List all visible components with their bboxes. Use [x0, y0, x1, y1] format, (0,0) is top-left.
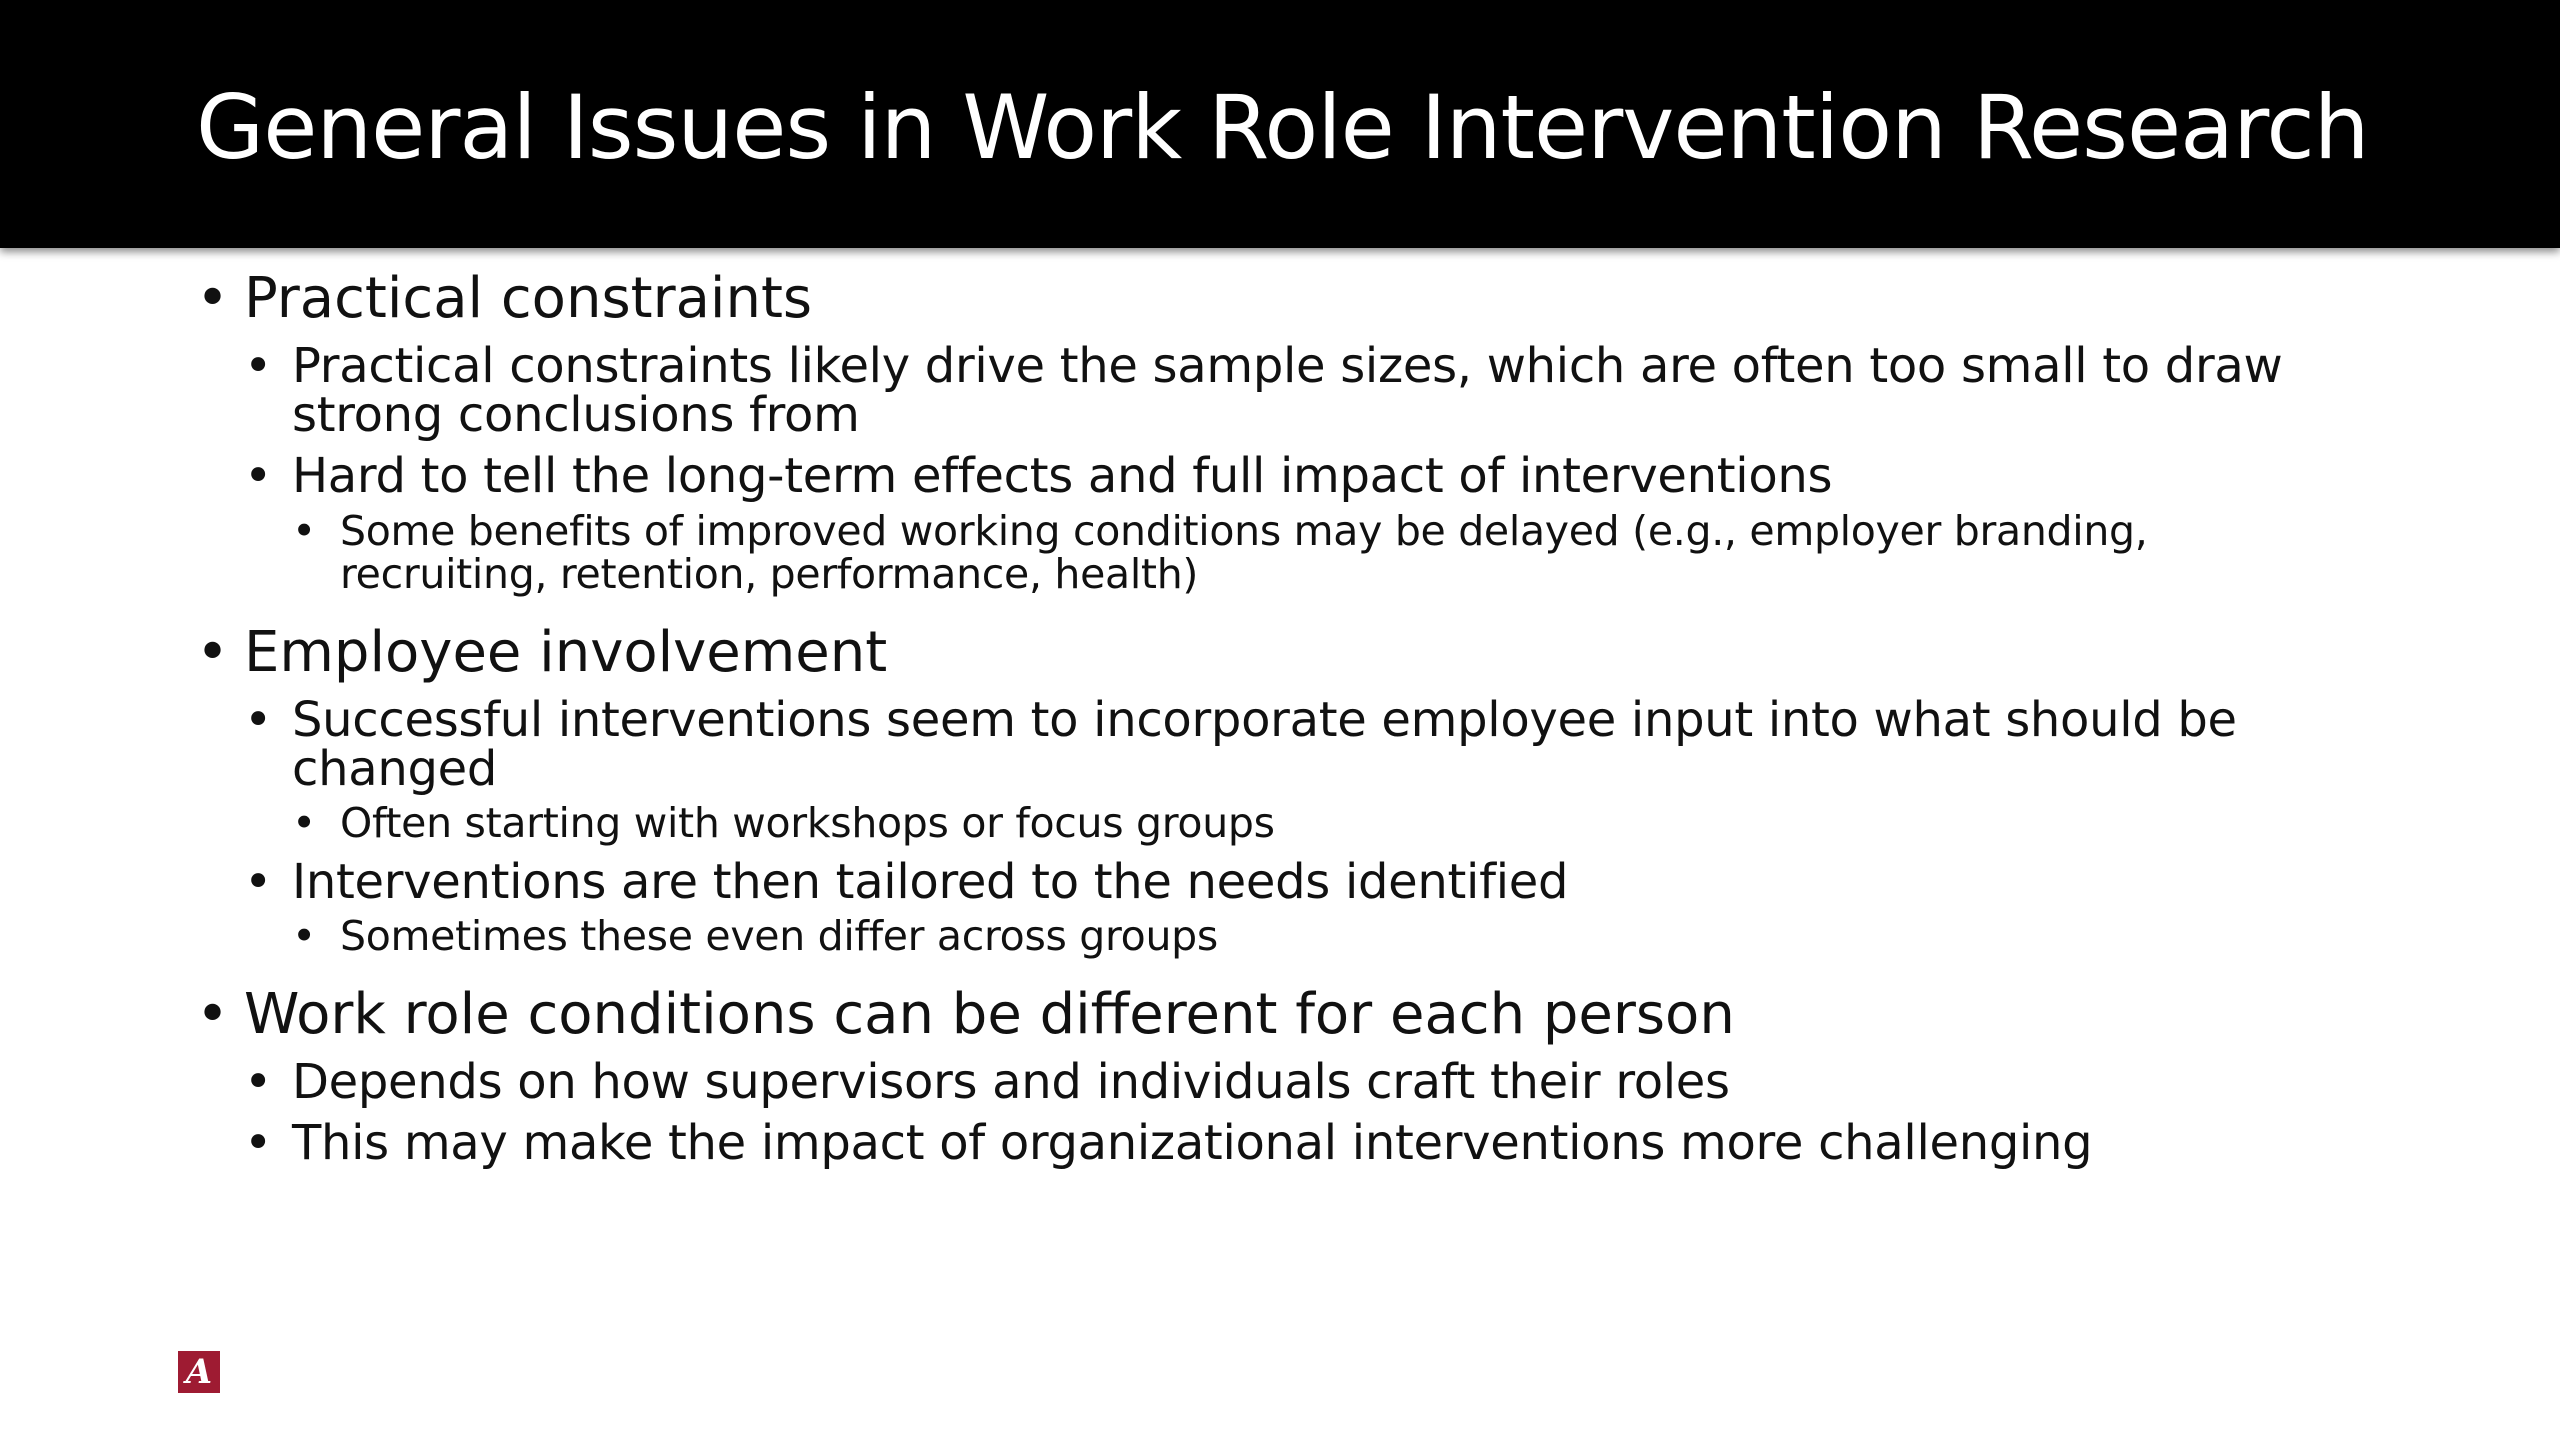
bullet-marker: •: [244, 853, 273, 910]
bullet-marker: •: [244, 1115, 273, 1172]
bullet-text: Practical constraints likely drive the sample sizes, which are often too small to draw strong conclusions from: [292, 337, 2283, 444]
logo-letter: A: [185, 1352, 213, 1392]
bullet-text: Work role conditions can be different for each person: [244, 982, 1735, 1047]
slide-title: General Issues in Work Role Intervention Research: [196, 76, 2369, 179]
bullet-marker: •: [244, 1053, 273, 1110]
sub-bullet-long-term-effects: [244, 448, 2356, 505]
bullet-marker: •: [292, 911, 316, 960]
bullet-text: Practical constraints: [244, 266, 813, 331]
bullet-marker: •: [292, 506, 316, 555]
bullet-list: [196, 266, 2356, 1172]
sub-sub-bullet-delayed-benefits: [292, 506, 2356, 598]
university-logo-icon: [178, 1351, 220, 1393]
bullet-work-role-conditions: [196, 984, 2356, 1046]
sub-sub-bullet-differ-across-groups: [292, 911, 2356, 960]
bullet-marker: •: [196, 620, 230, 685]
bullet-text: Interventions are then tailored to the needs identified: [292, 853, 1569, 910]
bullet-practical-constraints: [196, 268, 2356, 330]
bullet-text: Depends on how supervisors and individuals craft their roles: [292, 1053, 1730, 1110]
title-bar: [0, 0, 2560, 248]
bullet-text: Some benefits of improved working conditions may be delayed (e.g., employer branding, recruiting, retention, performance, health): [340, 506, 2148, 598]
bullet-marker: •: [244, 337, 273, 394]
sub-bullet-sample-sizes: [244, 337, 2356, 444]
bullet-text: This may make the impact of organizational interventions more challenging: [292, 1115, 2093, 1172]
bullet-text: Successful interventions seem to incorporate employee input into what should be changed: [292, 691, 2237, 798]
sub-bullet-craft-roles: [244, 1053, 2356, 1110]
sub-bullet-tailored-interventions: [244, 853, 2356, 910]
sub-bullet-employee-input: [244, 691, 2356, 798]
bullet-marker: •: [292, 799, 316, 848]
bullet-text: Sometimes these even differ across groups: [340, 911, 1218, 960]
bullet-marker: •: [244, 691, 273, 748]
sub-sub-bullet-workshops: [292, 799, 2356, 848]
bullet-text: Often starting with workshops or focus groups: [340, 799, 1275, 848]
bullet-employee-involvement: [196, 622, 2356, 684]
bullet-marker: •: [196, 266, 230, 331]
bullet-marker: •: [196, 982, 230, 1047]
bullet-text: Employee involvement: [244, 620, 888, 685]
sub-bullet-organizational-impact: [244, 1115, 2356, 1172]
slide-content: [196, 266, 2356, 1172]
bullet-marker: •: [244, 448, 273, 505]
bullet-text: Hard to tell the long-term effects and full impact of interventions: [292, 448, 1833, 505]
